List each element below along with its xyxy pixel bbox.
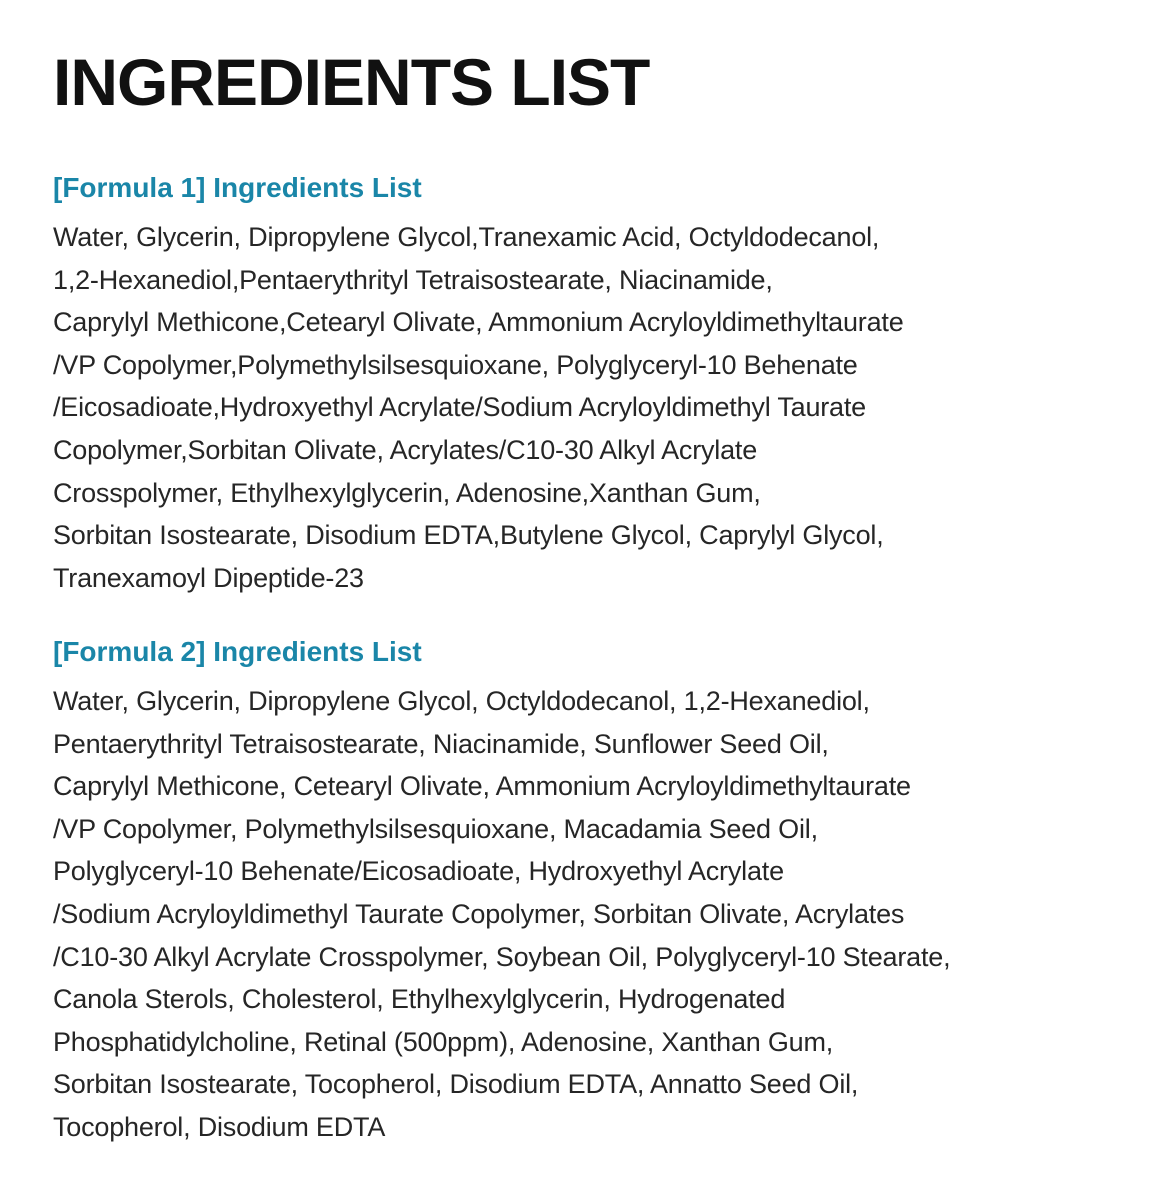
formula-2-line: Pentaerythrityl Tetraisostearate, Niacinamide, Sunflower Seed Oil, <box>53 728 829 759</box>
formula-1-line: /VP Copolymer,Polymethylsilsesquioxane, Polyglyceryl-10 Behenate <box>53 349 858 380</box>
formula-2-line: Water, Glycerin, Dipropylene Glycol, Octyldodecanol, 1,2-Hexanediol, <box>53 686 870 716</box>
formula-1-line: 1,2-Hexanediol,Pentaerythrityl Tetraisostearate, Niacinamide, <box>53 264 773 295</box>
formula-2-line: Tocopherol, Disodium EDTA <box>53 1111 386 1142</box>
formula-2-line: Sorbitan Isostearate, Tocopherol, Disodium EDTA, Annatto Seed Oil, <box>53 1069 859 1100</box>
formula-2-line: Canola Sterols, Cholesterol, Ethylhexylglycerin, Hydrogenated <box>53 984 786 1015</box>
formula-2-ingredients <box>53 680 1143 1149</box>
formula-2-line: Polyglyceryl-10 Behenate/Eicosadioate, Hydroxyethyl Acrylate <box>53 856 784 887</box>
formula-2-section <box>53 632 1143 1149</box>
formula-2-line: Phosphatidylcholine, Retinal (500ppm), Adenosine, Xanthan Gum, <box>53 1026 834 1057</box>
formula-1-heading: [Formula 1] Ingredients List <box>53 172 422 203</box>
formula-1-line: /Eicosadioate,Hydroxyethyl Acrylate/Sodium Acryloyldimethyl Taurate <box>53 392 866 423</box>
formula-2-line: /Sodium Acryloyldimethyl Taurate Copolymer, Sorbitan Olivate, Acrylates <box>53 898 905 929</box>
formula-2-line: /C10-30 Alkyl Acrylate Crosspolymer, Soybean Oil, Polyglyceryl-10 Stearate, <box>53 941 951 972</box>
formula-1-section <box>53 168 1143 599</box>
formula-1-line: Caprylyl Methicone,Cetearyl Olivate, Ammonium Acryloyldimethyltaurate <box>53 307 904 338</box>
formula-1-ingredients <box>53 216 1143 599</box>
formula-2-line: Caprylyl Methicone, Cetearyl Olivate, Ammonium Acryloyldimethyltaurate <box>53 771 911 802</box>
formula-1-line: Crosspolymer, Ethylhexylglycerin, Adenosine,Xanthan Gum, <box>53 477 761 508</box>
formula-2-line: /VP Copolymer, Polymethylsilsesquioxane, Macadamia Seed Oil, <box>53 813 818 844</box>
formula-1-line: Copolymer,Sorbitan Olivate, Acrylates/C10-30 Alkyl Acrylate <box>53 434 758 465</box>
formula-2-heading: [Formula 2] Ingredients List <box>53 636 422 667</box>
formula-1-line: Water, Glycerin, Dipropylene Glycol,Tranexamic Acid, Octyldodecanol, <box>53 222 880 252</box>
page-title: INGREDIENTS LIST <box>53 45 650 119</box>
formula-1-line: Tranexamoyl Dipeptide-23 <box>53 562 364 593</box>
formula-1-line: Sorbitan Isostearate, Disodium EDTA,Butylene Glycol, Caprylyl Glycol, <box>53 520 884 551</box>
